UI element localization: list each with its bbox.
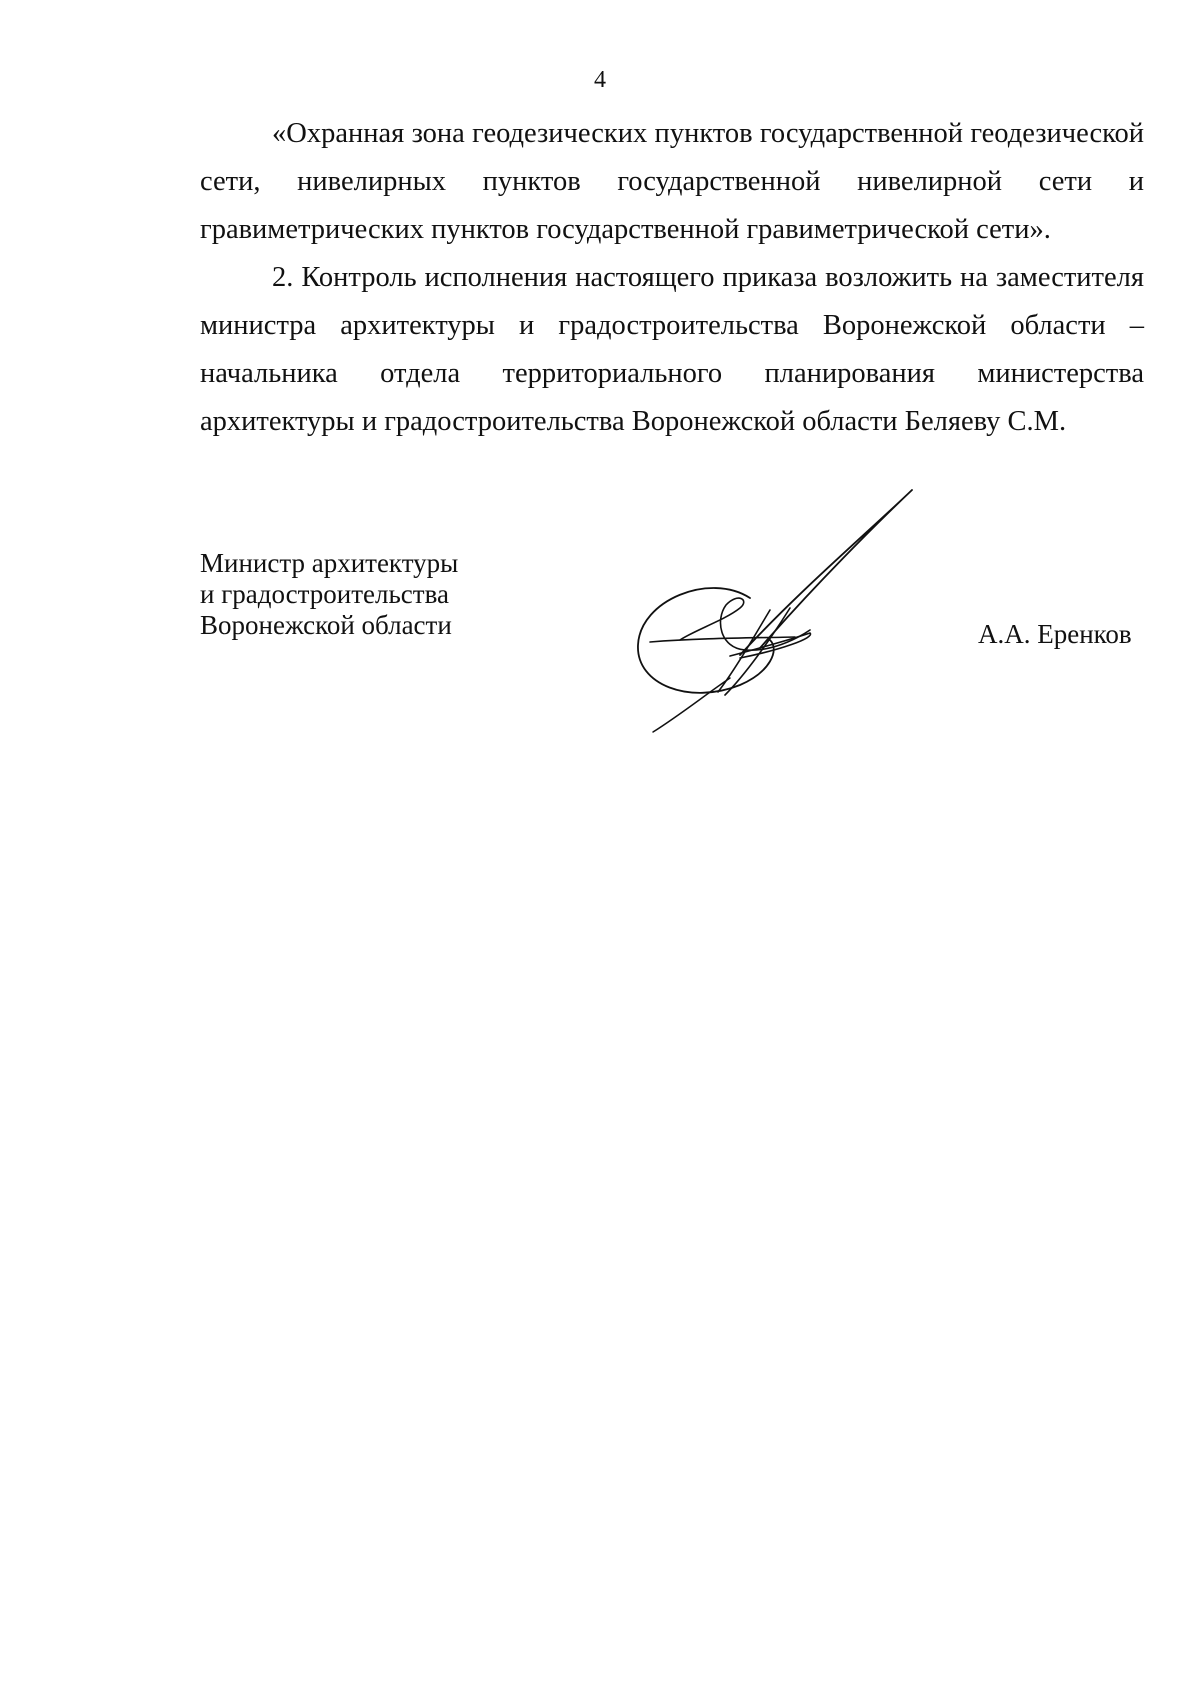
page-number: 4 [594, 67, 606, 93]
document-body [200, 110, 1144, 446]
signatory-name: А.А. Еренков [978, 619, 1132, 649]
signatory-title-line: Воронежской области [200, 610, 452, 640]
signatory-title [200, 548, 458, 641]
paragraph-protected-zone: «Охранная зона геодезических пунктов государственной геодезической сети, нивелирных пунктов государственной нивелирной сети и гравиметрических пунктов государственной гравиметрической сети». [200, 118, 1144, 245]
paragraph-control-clause: 2. Контроль исполнения настоящего приказа возложить на заместителя министра архитектуры и градостроительства Воронежской области – начальника отдела территориального планирования министерства архитектуры и градостроительства Воронежской области Беляеву С.М. [200, 262, 1144, 437]
handwritten-signature-icon [620, 480, 990, 740]
signature-stroke [650, 637, 795, 642]
signature-stroke [725, 608, 790, 695]
signature-stroke [740, 490, 912, 655]
signatory-title-line: Министр архитектуры [200, 548, 459, 578]
signatory-title-line: и градостроительства [200, 579, 449, 609]
signature-stroke [680, 598, 810, 650]
